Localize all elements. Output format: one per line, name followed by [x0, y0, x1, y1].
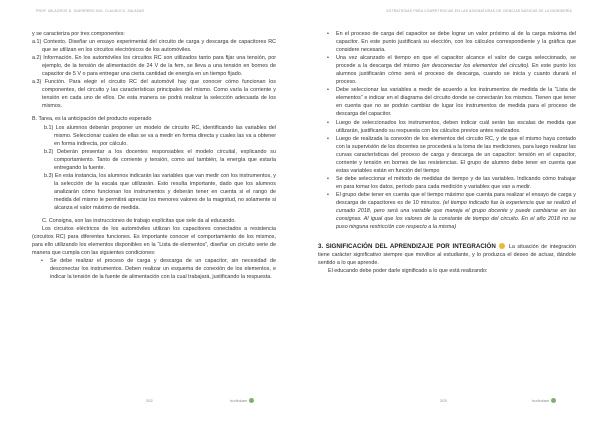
paragraph: b.2) Deberán presentar a los docentes responsables el modelo circuital, explicando su comportamiento. Tanto de corriente y tensión, como así también, la energía que estaría entregando la fuente.	[44, 148, 276, 171]
paragraph: a.3) Función. Para elegir el circuito RC del automóvil hay que conocer cómo funcionan los componentes, del circuito y las características principales del mismo. Como varía la corriente y tensión en cada uno de ellos. De esta manera se podrá realizar la selección adecuada de los mismos.	[32, 79, 276, 110]
running-header: ESTRATEGIAS PARA COMPETENCIAS EN LAS ASIGNATURAS DE CIENCIAS BÁSICAS DE LA INGENIERÍA	[386, 9, 572, 13]
bullet-text: Luego de realizada la conexión de los elementos del circuito RC, y de que el mismo haya contado con la supervisión de los docentes se procederá a la toma de las mediciones, para luego realizar las curvas características del proceso de carga y descarga de un capacitor: tensión en el capacitor, corriente y tensión en bornes de las resistencias. El grupo de alumno debe tener en cuenta que estas variables están en función del tiempo	[336, 135, 576, 174]
page-number: 203	[440, 398, 447, 403]
paragraph: a.2) Información. En los automóviles los circuitos RC son utilizados tanto para fijar una tensión, por ejemplo, de la tensión de alimentación de 24 V de la fem, se lleva a una tensión en bornes de capacitor de 5 V o para entregar una cierta cantidad de energía en un tiempo fijado.	[32, 55, 276, 78]
bullet-item	[318, 191, 576, 231]
brand-logo-icon	[249, 398, 254, 403]
section-block	[318, 243, 576, 267]
paragraph: a.1) Contexto. Diseñar un ensayo experimental del circuito de carga y descarga de capacitores RC que se utilizan en los circuitos electrónicos de los automóviles.	[32, 39, 276, 54]
bullet-text: Una vez alcanzado el tiempo en que el capacitor alcance el valor de carga seleccionado, se procede a la descarga del mismo	[336, 55, 576, 70]
running-header: PROF. MILAGROS D. GUERRERO ING. CLAUDIO D. ZALAZAR	[36, 9, 145, 13]
bullet-italic-text: (en desconectar los elementos del circuito).	[421, 63, 530, 70]
brand-label: hurlinkam	[532, 398, 550, 403]
paragraph: y se caracteriza por tres componentes:	[32, 31, 125, 37]
bullet-text: Se debe seleccionar el método de medidas de tiempo y de las variables. Indicando cómo trabajar en para tomar los datos, período para cada medición y variables que van a medir.	[336, 175, 576, 190]
paragraph: b.3) En esta instancia, los alumnos indicarán las variables que van medir con los instrumentos, y la selección de la escala que utilizarán. Esto resulta importante, dado que los alumnos analizarán cómo funcionan los instrumentos y deberán tener en cuenta si el rango de medida del mismo le permitirá apreciar los menores valores de la magnitud, no solamente si alcanza el valor máximo de medida.	[44, 172, 276, 211]
bullet-text: En el proceso de carga del capacitor se debe lograr un valor próximo al de la carga máxima del capacitor. En este punto justificará su elección, con los cálculos correspondiente y la gráfica que considere necesaria.	[336, 31, 576, 54]
paragraph: El educando debe poder darle significado a lo que está realizando:	[328, 268, 488, 275]
bullet-text: El grupo debe tener en cuenta que el tiempo máximo que cuenta para realizar el ensayo de carga y descarga de capacitores es de 10 minutos.	[336, 191, 576, 206]
brand-label: hurlinkam	[230, 398, 248, 403]
section-text: La situación de integración tiene carácter significativo siempre que movilice al estudiante, y lo produzca el deseo de actuar, dándole sentido a lo que aprende.	[318, 244, 577, 267]
right-column	[318, 30, 576, 275]
bullet-item	[318, 54, 576, 86]
left-column	[32, 30, 276, 281]
page-number: 202	[146, 398, 153, 403]
bullet-item	[318, 30, 576, 54]
section-title: SIGNIFICACIÓN DEL APRENDIZAJE POR INTEGRACIÓN	[325, 243, 496, 251]
section-heading: B. Tarea, es la anticipación del producto esperado	[32, 116, 152, 123]
bullet-item	[318, 135, 576, 175]
bullet-item	[318, 86, 576, 118]
right-page	[300, 0, 600, 424]
paragraph: b.1) Los alumnos deberán proponer un modelo de circuito RC, identificando las variables del mismo. Seleccionar cuales de ellas se va a medir en forma directa y cuales las va a obtener en forma indirecta, por cálculo.	[44, 124, 276, 147]
section-number: 3.	[318, 243, 324, 251]
bullet-italic-text: (el tiempo indicado fue la experiencia que se realizó el cursado 2018, pero será una variable que maneja el grupo docente y puede cambiarse en las consignas. Al igual que los valores de la constante de tiempo del circuito. En el año 2018 no se puso ninguna restricción con respecto a la misma)	[336, 199, 576, 231]
bullet-item: • Se debe realizar el proceso de carga y descarga de un capacitor, sin necesidad de desconectar los instrumentos. Deben realizar un esquema de conexión de los elementos, e indicar la tensión de la fuente de alimentación con la cual trabajará, justificando la respuesta.	[32, 257, 276, 281]
bullet-dot-icon	[499, 243, 505, 249]
bullet-text: En este punto los alumnos justificarán cómo será el proceso de descarga, cuando se inicia y cuanto durará el proceso.	[336, 63, 576, 86]
paragraph: Los circuitos eléctricos de los automóviles utilizan los capacitores conectados a resistencia (circuitos RC) para diferentes funciones. Es importante conocer el comportamiento de los mismos, para ello utilizando los elementos disponibles en la “Lista de elementos”, diseñar un circuito serie de manera que cumpla con las siguientes condiciones:	[32, 226, 276, 257]
bullet-item	[318, 175, 576, 191]
bullet-text: Debe seleccionar las variables a medir de acuerdo a los instrumentos de medida de la “Lista de elementos” e indicar en el diagrama del circuito donde se conectarán los mismos. Tienen que tener en cuenta que no se podrán cambiar de lugar los instrumentos de medida para el proceso de descarga del capacitor.	[336, 87, 576, 118]
section-heading: C. Consigna, son las instrucciones de trabajo explícitas que sele da al educando.	[42, 218, 236, 225]
bullet-text: Luego de seleccionados los instrumentos, deben indicar cuál serán las escalas de medida que utilizarán, justificando su respuesta con los cálculos previos antes realizados.	[336, 119, 576, 134]
brand-mark	[532, 398, 556, 403]
brand-mark	[230, 398, 254, 403]
brand-logo-icon	[551, 398, 556, 403]
bullet-list	[318, 30, 576, 231]
bullet-item	[318, 119, 576, 135]
